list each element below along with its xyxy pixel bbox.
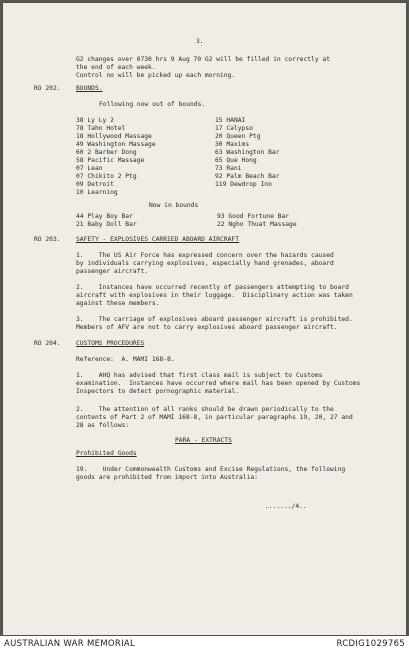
intro-line: Control no will be picked up each morning.: [76, 72, 236, 79]
ro203-para-line: 2. Instances have occurred recently of passengers attempting to board: [76, 284, 349, 291]
out-of-bounds-right-item: 65 Que Hong: [215, 157, 257, 164]
footer-id: RCDIG1029765: [336, 639, 405, 649]
footer-source: AUSTRALIAN WAR MEMORIAL: [4, 639, 136, 649]
out-of-bounds-left-item: 60 2 Barber Dong: [76, 149, 137, 156]
out-of-bounds-left-item: 58 Pacific Massage: [76, 157, 145, 164]
out-of-bounds-left-item: 49 Washington Massage: [76, 141, 156, 148]
out-of-bounds-left-item: 07 Chikito 2 Ptg: [76, 173, 137, 180]
ro202-number: RO 202.: [34, 85, 61, 92]
intro-line: G2 changes over 0730 hrs 9 Aug 70 G2 will be filled in correctly at: [76, 56, 331, 63]
out-of-bounds-right-item: 73 Rani: [215, 165, 242, 172]
out-of-bounds-right-item: 30 Maxims: [215, 141, 250, 148]
out-of-bounds-right-item: 20 Queen Ptg: [215, 133, 261, 140]
ro203-para-line: 3. The carriage of explosives aboard passenger aircraft is prohibited.: [76, 316, 353, 323]
out-of-bounds-left-item: 78 Tahn Hotel: [76, 125, 126, 132]
out-of-bounds-left-item: 09 Detroit: [76, 181, 114, 188]
out-of-bounds-left-item: 10 Learning: [76, 189, 118, 196]
ro204-heading: CUSTOMS PROCEDURES: [76, 340, 145, 347]
ro203-para-line: by individuals carrying explosives, especially hand grenades, aboard: [76, 260, 334, 267]
para19-line: goods are prohibited from import into Australia:: [76, 474, 258, 481]
prohibited-goods-heading: Prohibited Goods: [76, 450, 137, 457]
ro204-number: RO 204.: [34, 340, 61, 347]
in-bounds-right-item: 93 Good Fortune Bar: [217, 213, 290, 220]
ro204-para-line: 1. AHQ has advised that first class mail is subject to Customs: [76, 372, 323, 379]
ro204-para-line: examination. Instances have occurred where mail has been opened by Customs: [76, 380, 361, 387]
ro203-para-line: passenger aircraft.: [76, 268, 149, 275]
out-of-bounds-right-item: 119 Dewdrop Inn: [215, 181, 272, 188]
out-of-bounds-left-item: 18 Hollywood Massage: [76, 133, 152, 140]
out-of-bounds-right-item: 63 Washington Bar: [215, 149, 280, 156]
page-number: 3.: [196, 38, 204, 45]
ro202-heading: BOUNDS.: [76, 85, 103, 92]
in-bounds-right-item: 22 Ngho Thuat Massage: [217, 221, 297, 228]
para19-line: 19. Under Commonwealth Customs and Excise Regulations, the following: [76, 466, 346, 473]
ro203-para-line: against these members.: [76, 300, 160, 307]
ro204-para-line: contents of Part 2 of MAMI 168-8, in particular paragraphs 19, 20, 27 and: [76, 414, 353, 421]
ro204-para-line: 2. The attention of all ranks should be drawn periodically to the: [76, 406, 334, 413]
out-of-bounds-right-item: 17 Calypso: [215, 125, 253, 132]
out-of-bounds-left-item: 38 Ly Ly 2: [76, 117, 114, 124]
document-page: [3, 3, 406, 635]
ro203-heading: SAFETY - EXPLOSIVES CARRIED ABOARD AIRCRAFT: [76, 236, 240, 243]
ro204-para-line: 28 as follows:: [76, 422, 130, 429]
in-bounds-left-item: 21 Baby Doll Bar: [76, 221, 137, 228]
in-bounds-left-item: 44 Play Boy Bar: [76, 213, 133, 220]
ro203-para-line: Members of AFV are not to carry explosives aboard passenger aircraft.: [76, 324, 338, 331]
continuation-mark: ......./4..: [265, 503, 307, 510]
ro202-intro: Following now out of bounds.: [99, 101, 206, 108]
intro-line: the end of each week.: [76, 64, 156, 71]
extracts-heading: PARA - EXTRACTS: [175, 437, 232, 444]
ro203-para-line: aircraft with explosives in their luggage. Disciplinary action was taken: [76, 292, 353, 299]
out-of-bounds-right-item: 15 HANAI: [215, 117, 246, 124]
out-of-bounds-left-item: 07 Lean: [76, 165, 103, 172]
out-of-bounds-right-item: 92 Palm Beach Bar: [215, 173, 280, 180]
archive-footer: [0, 636, 409, 654]
ro204-reference: Reference: A. MAMI 168-8.: [76, 356, 175, 363]
ro203-para-line: 1. The US Air Force has expressed concern over the hazards caused: [76, 252, 334, 259]
in-bounds-label: Now in bounds: [149, 202, 199, 209]
ro203-number: RO 203.: [34, 236, 61, 243]
ro204-para-line: Inspectors to detect pornographic material.: [76, 388, 240, 395]
